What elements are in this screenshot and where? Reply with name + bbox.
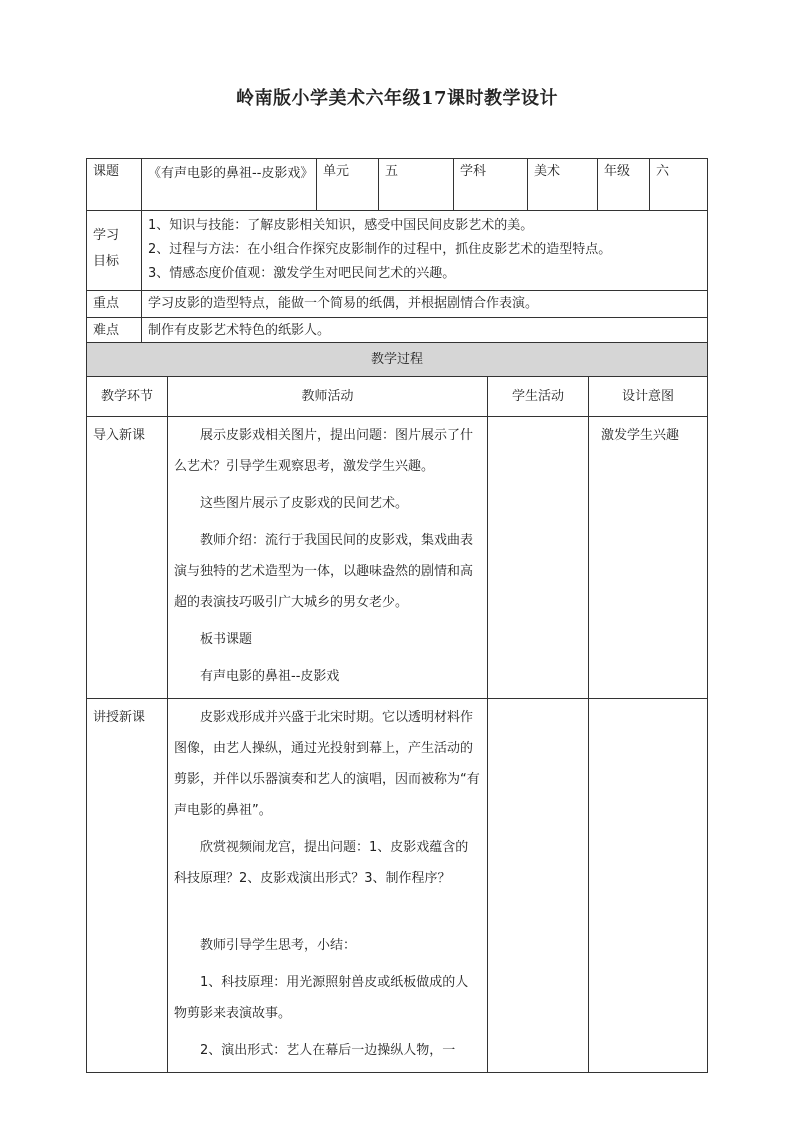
unit-label: 单元 [317, 159, 379, 211]
row-teacher [168, 699, 488, 1073]
teacher-paragraph: 板书课题 [200, 632, 253, 647]
process-title: 教学过程 [87, 343, 708, 377]
goal-line: 2、过程与方法：在小组合作探究皮影制作的过程中，抓住皮影艺术的造型特点。 [148, 242, 612, 257]
row-teacher [168, 417, 488, 699]
difficulty-label: 难点 [87, 318, 142, 345]
subject-value: 美术 [528, 159, 598, 211]
row-intent [589, 699, 708, 1073]
unit-value: 五 [379, 159, 454, 211]
teacher-paragraph: 教师介绍：流行于我国民间的皮影戏，集戏曲表演与独特的艺术造型为一体，以趣味盎然的剧情和高超的表演技巧吸引广大城乡的男女老少。 [174, 533, 474, 610]
teacher-paragraph: 欣赏视频闹龙宫，提出问题：1、皮影戏蕴含的科技原理？2、皮影戏演出形式？3、制作程序？ [174, 840, 469, 886]
teacher-paragraph: 2、演出形式：艺人在幕后一边操纵人物，一 [200, 1043, 456, 1058]
row-intent: 激发学生兴趣 [589, 417, 708, 699]
header-stage: 教学环节 [87, 377, 168, 417]
topic-value: 《有声电影的鼻祖--皮影戏》 [142, 159, 317, 211]
teacher-paragraph: 有声电影的鼻祖--皮影戏 [200, 669, 340, 684]
info-table [86, 158, 708, 345]
blank-line [174, 900, 481, 924]
row-student [488, 699, 589, 1073]
subject-label: 学科 [454, 159, 528, 211]
row-stage: 讲授新课 [87, 699, 168, 1073]
teacher-paragraph: 教师引导学生思考，小结： [200, 938, 357, 953]
teacher-paragraph: 展示皮影戏相关图片，提出问题：图片展示了什么艺术？引导学生观察思考，激发学生兴趣。 [174, 428, 474, 474]
header-teacher: 教师活动 [168, 377, 488, 417]
row-stage: 导入新课 [87, 417, 168, 699]
difficulty-value: 制作有皮影艺术特色的纸影人。 [142, 318, 708, 345]
process-table [86, 342, 708, 1073]
goals-label: 学习目标 [87, 211, 142, 291]
goal-line: 3、情感态度价值观：激发学生对吧民间艺术的兴趣。 [148, 266, 456, 281]
header-intent: 设计意图 [589, 377, 708, 417]
teacher-paragraph: 这些图片展示了皮影戏的民间艺术。 [200, 496, 409, 511]
key-label: 重点 [87, 291, 142, 318]
goal-line: 1、知识与技能：了解皮影相关知识，感受中国民间皮影艺术的美。 [148, 218, 534, 233]
teacher-paragraph: 1、科技原理：用光源照射兽皮或纸板做成的人物剪影来表演故事。 [174, 975, 469, 1021]
grade-label: 年级 [598, 159, 650, 211]
topic-label: 课题 [87, 159, 142, 211]
page-title: 岭南版小学美术六年级17课时教学设计 [235, 88, 559, 109]
teacher-paragraph: 皮影戏形成并兴盛于北宋时期。它以透明材料作图像，由艺人操纵，通过光投射到幕上，产生活动的剪影，并伴以乐器演奏和艺人的演唱，因而被称为“有声电影的鼻祖”。 [174, 710, 480, 818]
row-student [488, 417, 589, 699]
key-value: 学习皮影的造型特点，能做一个简易的纸偶，并根据剧情合作表演。 [142, 291, 708, 318]
grade-value: 六 [650, 159, 708, 211]
goals-cell [142, 211, 708, 291]
header-student: 学生活动 [488, 377, 589, 417]
